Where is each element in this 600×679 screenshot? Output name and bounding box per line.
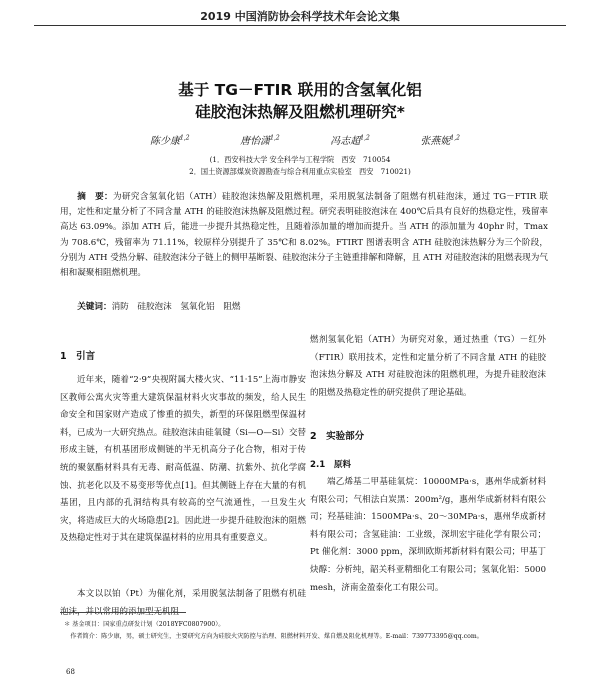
header-rule — [34, 25, 566, 26]
running-header: 2019 中国消防协会科学技术年会论文集 — [200, 10, 400, 23]
footnote-author: 作者简介：陈少康，男，硕士研究生，主要研究方向为硅胶火灾防控与治理、阻燃材料开发、煤自燃及阻化机理等。E-mail：739773395@qq.com。 — [70, 633, 483, 640]
paper-title-line2: 硅胶泡沫热解及阻燃机理研究* — [195, 103, 405, 121]
abstract — [60, 190, 548, 281]
section-2-heading: 2 实验部分 — [310, 431, 365, 442]
intro-paragraph-2: 本文以以铂（Pt）为催化剂，采用脱氢法制备了阻燃有机硅泡沫，并以常用的添加型无机阻 — [60, 589, 306, 617]
keywords-text: 消防 硅胶泡沫 氢氧化铝 阻燃 — [111, 302, 241, 312]
author-list — [150, 132, 460, 147]
page-number: 68 — [66, 668, 75, 676]
section-1-heading: 1 引言 — [60, 351, 96, 362]
author: 唐怡潇$^{1,2}$ — [240, 134, 280, 147]
author: 冯志超$^{1,2}$ — [330, 134, 370, 147]
abstract-label: 摘 要： — [77, 192, 114, 202]
materials-paragraph: 端乙烯基二甲基硅氧烷：10000MPa·s，惠州华成新材料有限公司；气相法白炭黑：200m²/g，惠州华成新材料有限公司；羟基硅油：1500MPa·s、20～30MPa·s，惠州华成新材料有限公司；含氢硅油：工业级，深圳宏宇硅化学有限公司；Pt 催化剂：3000 ppm，深圳欧斯邦新材料有限公司；甲基丁炔醇：分析纯，韶关科亚精细化工有限公司；氢氧化铝：5000 mesh，济南金盈泰化工有限公司。 — [310, 477, 546, 593]
footnote-funding: ＊ 基金项目：国家重点研发计划（2018YFC0807900）。 — [64, 621, 225, 628]
keywords-label: 关键词： — [77, 302, 112, 312]
intro-paragraph-1: 近年来，随着“2·9”央视附属大楼火灾、“11·15”上海市静安区教师公寓火灾等重大建筑保温材料火灾事故的频发，给人民生命安全和国家财产造成了惨重的损失，新型的环保阻燃型保温材料，已成为一大研究热点。硅胶泡沫由硅氧键（Si—O—Si）交替形成主链，有机基团形成侧链的半无机高分子化合物，相对于传统的聚氨酯材料具有无毒、耐高低温、防潮、抗紫外、抗化学腐蚀、抗老化以及不易变形等优点[1]。但其侧链上存在大量的有机基团，且内部的孔洞结构具有较高的空气流通性，一旦发生火灾，将造成巨大的火场隐患[2]。因此进一步提升硅胶泡沫的阻燃及热稳定性对于其在建筑保温材料的应用具有重要意义。 — [60, 375, 306, 544]
affiliation-2: 2．国土资源部煤炭资源勘查与综合利用重点实验室 西安 710021) — [189, 167, 411, 176]
abstract-text: 为研究含氢氧化铝（ATH）硅胶泡沫热解及阻燃机理，采用脱氢法制备了阻燃有机硅泡沫，通过 TG－FTIR 联用，定性和定量分析了不同含量 ATH 的硅胶泡沫热解及阻燃过程。研究表明硅胶泡沫在 400℃后具有良好的热稳定性，残留率高达 63.09%。添加 ATH 后，能进一步提升其热稳定性，且随着添加量的增加而提升。当 ATH 的添加量为 40phr 时，Tmax 为 708.6℃，残留率为 71.11%，较原样分别提升了 35℃和 8.02%。FTIRT 图谱表明含 ATH 硅胶泡沫热解分为三个阶段，分别为 ATH 受热分解、硅胶泡沫分子链上的侧甲基断裂、硅胶泡沫分子主链重排解和降解，且 ATH 对硅胶泡沫的阻燃表现为气相和凝聚相阻燃机理。 — [60, 192, 548, 279]
intro-continuation: 燃剂氢氧化铝（ATH）为研究对象，通过热重（TG）－红外（FTIR）联用技术，定性和定量分析了不同含量 ATH 的硅胶泡沫热分解及 ATH 对硅胶泡沫的阻燃机理，为提升硅胶泡沫的阻燃及热稳定性的研究提供了理论基础。 — [310, 335, 546, 398]
keywords — [60, 300, 548, 312]
author: 陈少康$^{1,2}$ — [150, 134, 190, 147]
footnote-rule — [60, 612, 186, 613]
subsection-2-1-heading: 2.1 原料 — [310, 460, 352, 470]
paper-title-line1: 基于 TG－FTIR 联用的含氢氧化铝 — [178, 81, 422, 99]
affiliation-1: (1．西安科技大学 安全科学与工程学院 西安 710054 — [209, 155, 391, 164]
author: 张燕妮$^{1,2}$ — [420, 134, 460, 147]
